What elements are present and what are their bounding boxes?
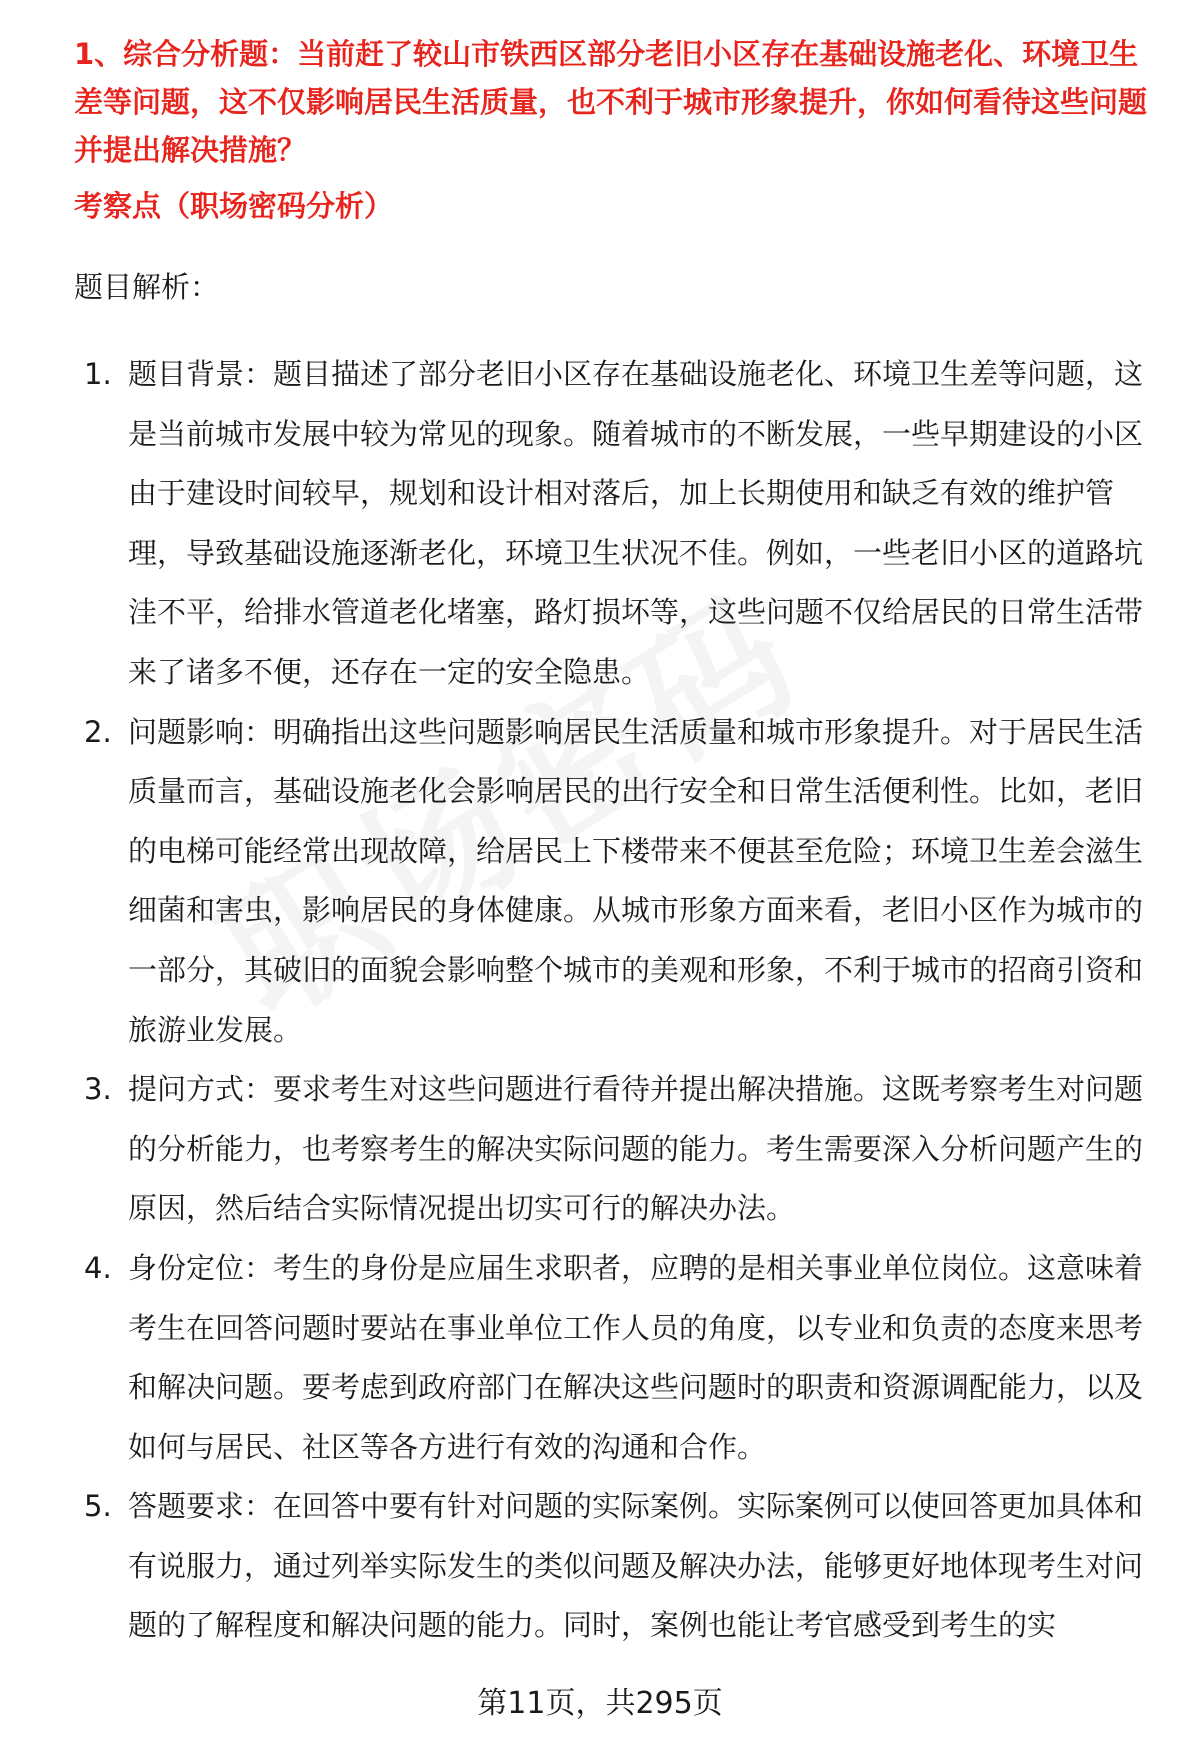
- point-text: 身份定位：考生的身份是应届生求职者，应聘的是相关事业单位岗位。这意味着考生在回答问题时要站在事业单位工作人员的角度，以专业和负责的态度来思考和解决问题。要考虑到政府部门在解决这些问题时的职责和资源调配能力，以及如何与居民、社区等各方进行有效的沟通和合作。: [128, 1250, 1144, 1464]
- point-number: 1.: [84, 357, 112, 391]
- analysis-point-1: [74, 345, 1149, 703]
- point-text: 问题影响：明确指出这些问题影响居民生活质量和城市形象提升。对于居民生活质量而言，基础设施老化会影响居民的出行安全和日常生活便利性。比如，老旧的电梯可能经常出现故障，给居民上下楼带来不便甚至危险；环境卫生差会滋生细菌和害虫，影响居民的身体健康。从城市形象方面来看，老旧小区作为城市的一部分，其破旧的面貌会影响整个城市的美观和形象，不利于城市的招商引资和旅游业发展。: [128, 714, 1144, 1047]
- point-text: 提问方式：要求考生对这些问题进行看待并提出解决措施。这既考察考生对问题的分析能力，也考察考生的解决实际问题的能力。考生需要深入分析问题产生的原因，然后结合实际情况提出切实可行的解决办法。: [128, 1072, 1144, 1226]
- point-text: 答题要求：在回答中要有针对问题的实际案例。实际案例可以使回答更加具体和有说服力，通过列举实际发生的类似问题及解决办法，能够更好地体现考生对问题的了解程度和解决问题的能力。同时，案例也能让考官感受到考生的实: [128, 1489, 1144, 1643]
- analysis-point-5: [74, 1477, 1149, 1656]
- analysis-point-4: [74, 1239, 1149, 1477]
- page-footer: 第11页，共295页: [477, 1686, 723, 1721]
- analysis-points-list: [74, 345, 1149, 1656]
- point-number: 3.: [84, 1072, 112, 1107]
- point-number: 4.: [84, 1250, 112, 1285]
- point-number: 2.: [84, 714, 112, 749]
- analysis-point-2: [74, 703, 1149, 1061]
- question-text: 1、综合分析题：当前赶了较山市铁西区部分老旧小区存在基础设施老化、环境卫生差等问题，这不仅影响居民生活质量，也不利于城市形象提升，你如何看待这些问题并提出解决措施？: [74, 37, 1148, 167]
- point-number: 5.: [84, 1489, 112, 1524]
- analysis-point-3: [74, 1060, 1149, 1239]
- analysis-label: 题目解析：: [74, 270, 220, 304]
- point-text: 题目背景：题目描述了部分老旧小区存在基础设施老化、环境卫生差等问题，这是当前城市发展中较为常见的现象。随着城市的不断发展，一些早期建设的小区由于建设时间较早，规划和设计相对落后，加上长期使用和缺乏有效的维护管理，导致基础设施逐渐老化，环境卫生状况不佳。例如，一些老旧小区的道路坑洼不平，给排水管道老化堵塞，路灯损坏等，这些问题不仅给居民的日常生活带来了诸多不便，还存在一定的安全隐患。: [128, 357, 1144, 689]
- section-heading: 考察点（职场密码分析）: [74, 189, 394, 223]
